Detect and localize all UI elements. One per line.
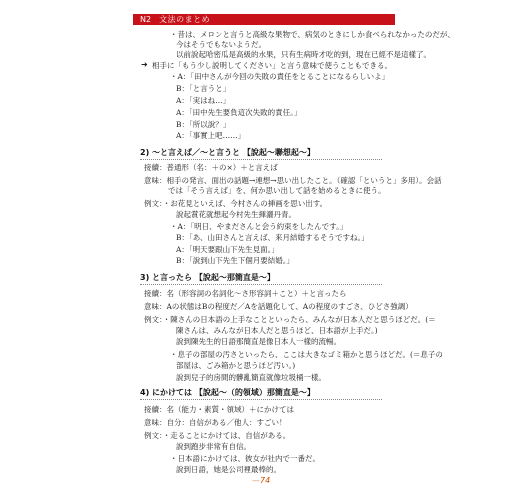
section-2-example-2-a: ・A：「明日、やまださんと会う約束をしたんです。」 [170, 222, 348, 231]
section-3-example-1: 例文：・陳さんの日本語の上手なことといったら、みんなが日本人だと思うほどだ。(＝ [144, 315, 436, 324]
intro-dialog-b1: B：「と言うと」 [176, 84, 231, 93]
section-2-heading [140, 148, 382, 160]
intro-dialog-a2: A：「実はね…」 [176, 96, 231, 105]
section-3-example-2-cont: 部屋は、ごみ箱かと思うほど汚い。) [176, 361, 296, 370]
section-2-example-2-a-zh: A：「明天要跟山下先生見面。」 [176, 245, 279, 254]
section-3-example-1-cont: 陳さんは、みんなが日本人だと思うほど、日本語が上手だ。) [176, 326, 378, 335]
section-3-title: と言ったら [152, 273, 193, 282]
intro-example-jp: ・昔は、メロンと言うと高級な果物で、病気のときにしか食べられなかったのだが、 [170, 30, 455, 39]
arrow-right-icon: ➜ [141, 60, 148, 69]
section-4-connection: 接續：名（能力・素質・領域）＋にかけては [144, 405, 294, 414]
section-4-meaning: 【說起～（的領域）那簡直是～】 [194, 388, 315, 397]
page-number-dash: — [252, 476, 260, 485]
section-2-example-2-b: B：「あ、山田さんと言えば、来月結婚するそうですね。」 [176, 233, 369, 242]
section-4-example-1-zh: 說到跑步非常有自信。 [176, 442, 251, 451]
section-3-heading [140, 273, 382, 285]
section-2-number: 2) [140, 148, 150, 157]
intro-dialog-a4: A：「事實上吧……」 [176, 131, 246, 140]
page-number-value: 74 [260, 476, 271, 485]
section-3-example-2-zh: 說到兒子的房間的髒亂簡直就像垃圾桶一樣。 [176, 373, 326, 382]
section-4-heading [140, 388, 382, 400]
section-4-title: にかけては [152, 388, 193, 397]
section-2-connection: 接續：普通形（名：＋の×）＋と言えば [144, 163, 278, 172]
section-3-meaning-text: 意味：Aの状態はBの程度だ／Aを話題化して、Aの程度のすごさ、ひどさ強調） [144, 302, 413, 311]
chapter-title: 文法のまとめ [159, 14, 211, 24]
section-4-example-2-zh: 說到日語，她是公司裡最棒的。 [176, 465, 281, 474]
section-2-example-1-zh: 說起賞花就想起今村先生揮灑丹青。 [176, 210, 296, 219]
intro-usage-note: 相手に「もう少し説明してください」と言う意味で使うこともできる。 [152, 61, 392, 70]
section-3-example-1-zh: 說到陳先生的日語那簡直是像日本人一樣的流暢。 [176, 337, 341, 346]
section-4-example-2: ・日本語にかけては、彼女が社内で一番だ。 [170, 454, 320, 463]
section-2-meaning: 【說起～聯想起～】 [242, 148, 315, 157]
intro-dialog-b2: B：「所以說？」 [176, 120, 231, 129]
chapter-header-bar [133, 14, 395, 25]
section-3-number: 3) [140, 273, 150, 282]
level-label: N2 [140, 14, 152, 24]
section-2-meaning-text-cont: では「そう言えば」を、何か思い出して話を始めるときに使う。 [168, 186, 386, 195]
section-4-number: 4) [140, 388, 150, 397]
section-4-example-1: 例文：・走ることにかけては、自信がある。 [144, 431, 291, 440]
intro-example-jp-cont: 今はそうでもないようだ。 [176, 40, 266, 49]
section-3-example-2: ・息子の部屋の汚さといったら、ここは大きなゴミ箱かと思うほどだ。(＝息子の [170, 350, 443, 359]
intro-dialog-a1: ・A：「田中さんが今回の失敗の責任をとることになるらしいよ」 [170, 72, 390, 81]
section-2-title: ～と言えば／～と言うと [152, 148, 241, 157]
section-2-example-2-b-zh: B：「說到山下先生下個月要結婚。」 [176, 256, 295, 265]
section-3-connection: 接續：名（形容詞の名詞化～さ形容詞＋こと）＋と言ったら [144, 289, 347, 298]
section-3-meaning: 【說起～那簡直是～】 [194, 273, 275, 282]
section-4-meaning-text: 意味：自分：自信がある／他人：すごい！ [144, 418, 287, 427]
section-2-meaning-text: 意味：相手の発言、面出の話題→連想→思い出したこと。（確認「というと」多用）。会話 [144, 176, 442, 185]
intro-example-zh: 以前說起哈密瓜是高級的水果，只有生病時才吃的到，現在已經不是這樣了。 [176, 50, 431, 59]
section-2-example-1: 例文：・お花見といえば、今村さんの挿画を思い出す。 [144, 199, 328, 208]
intro-dialog-a3: A：「田中先生要負這次失敗的責任。」 [176, 108, 302, 117]
page-number [252, 476, 270, 486]
